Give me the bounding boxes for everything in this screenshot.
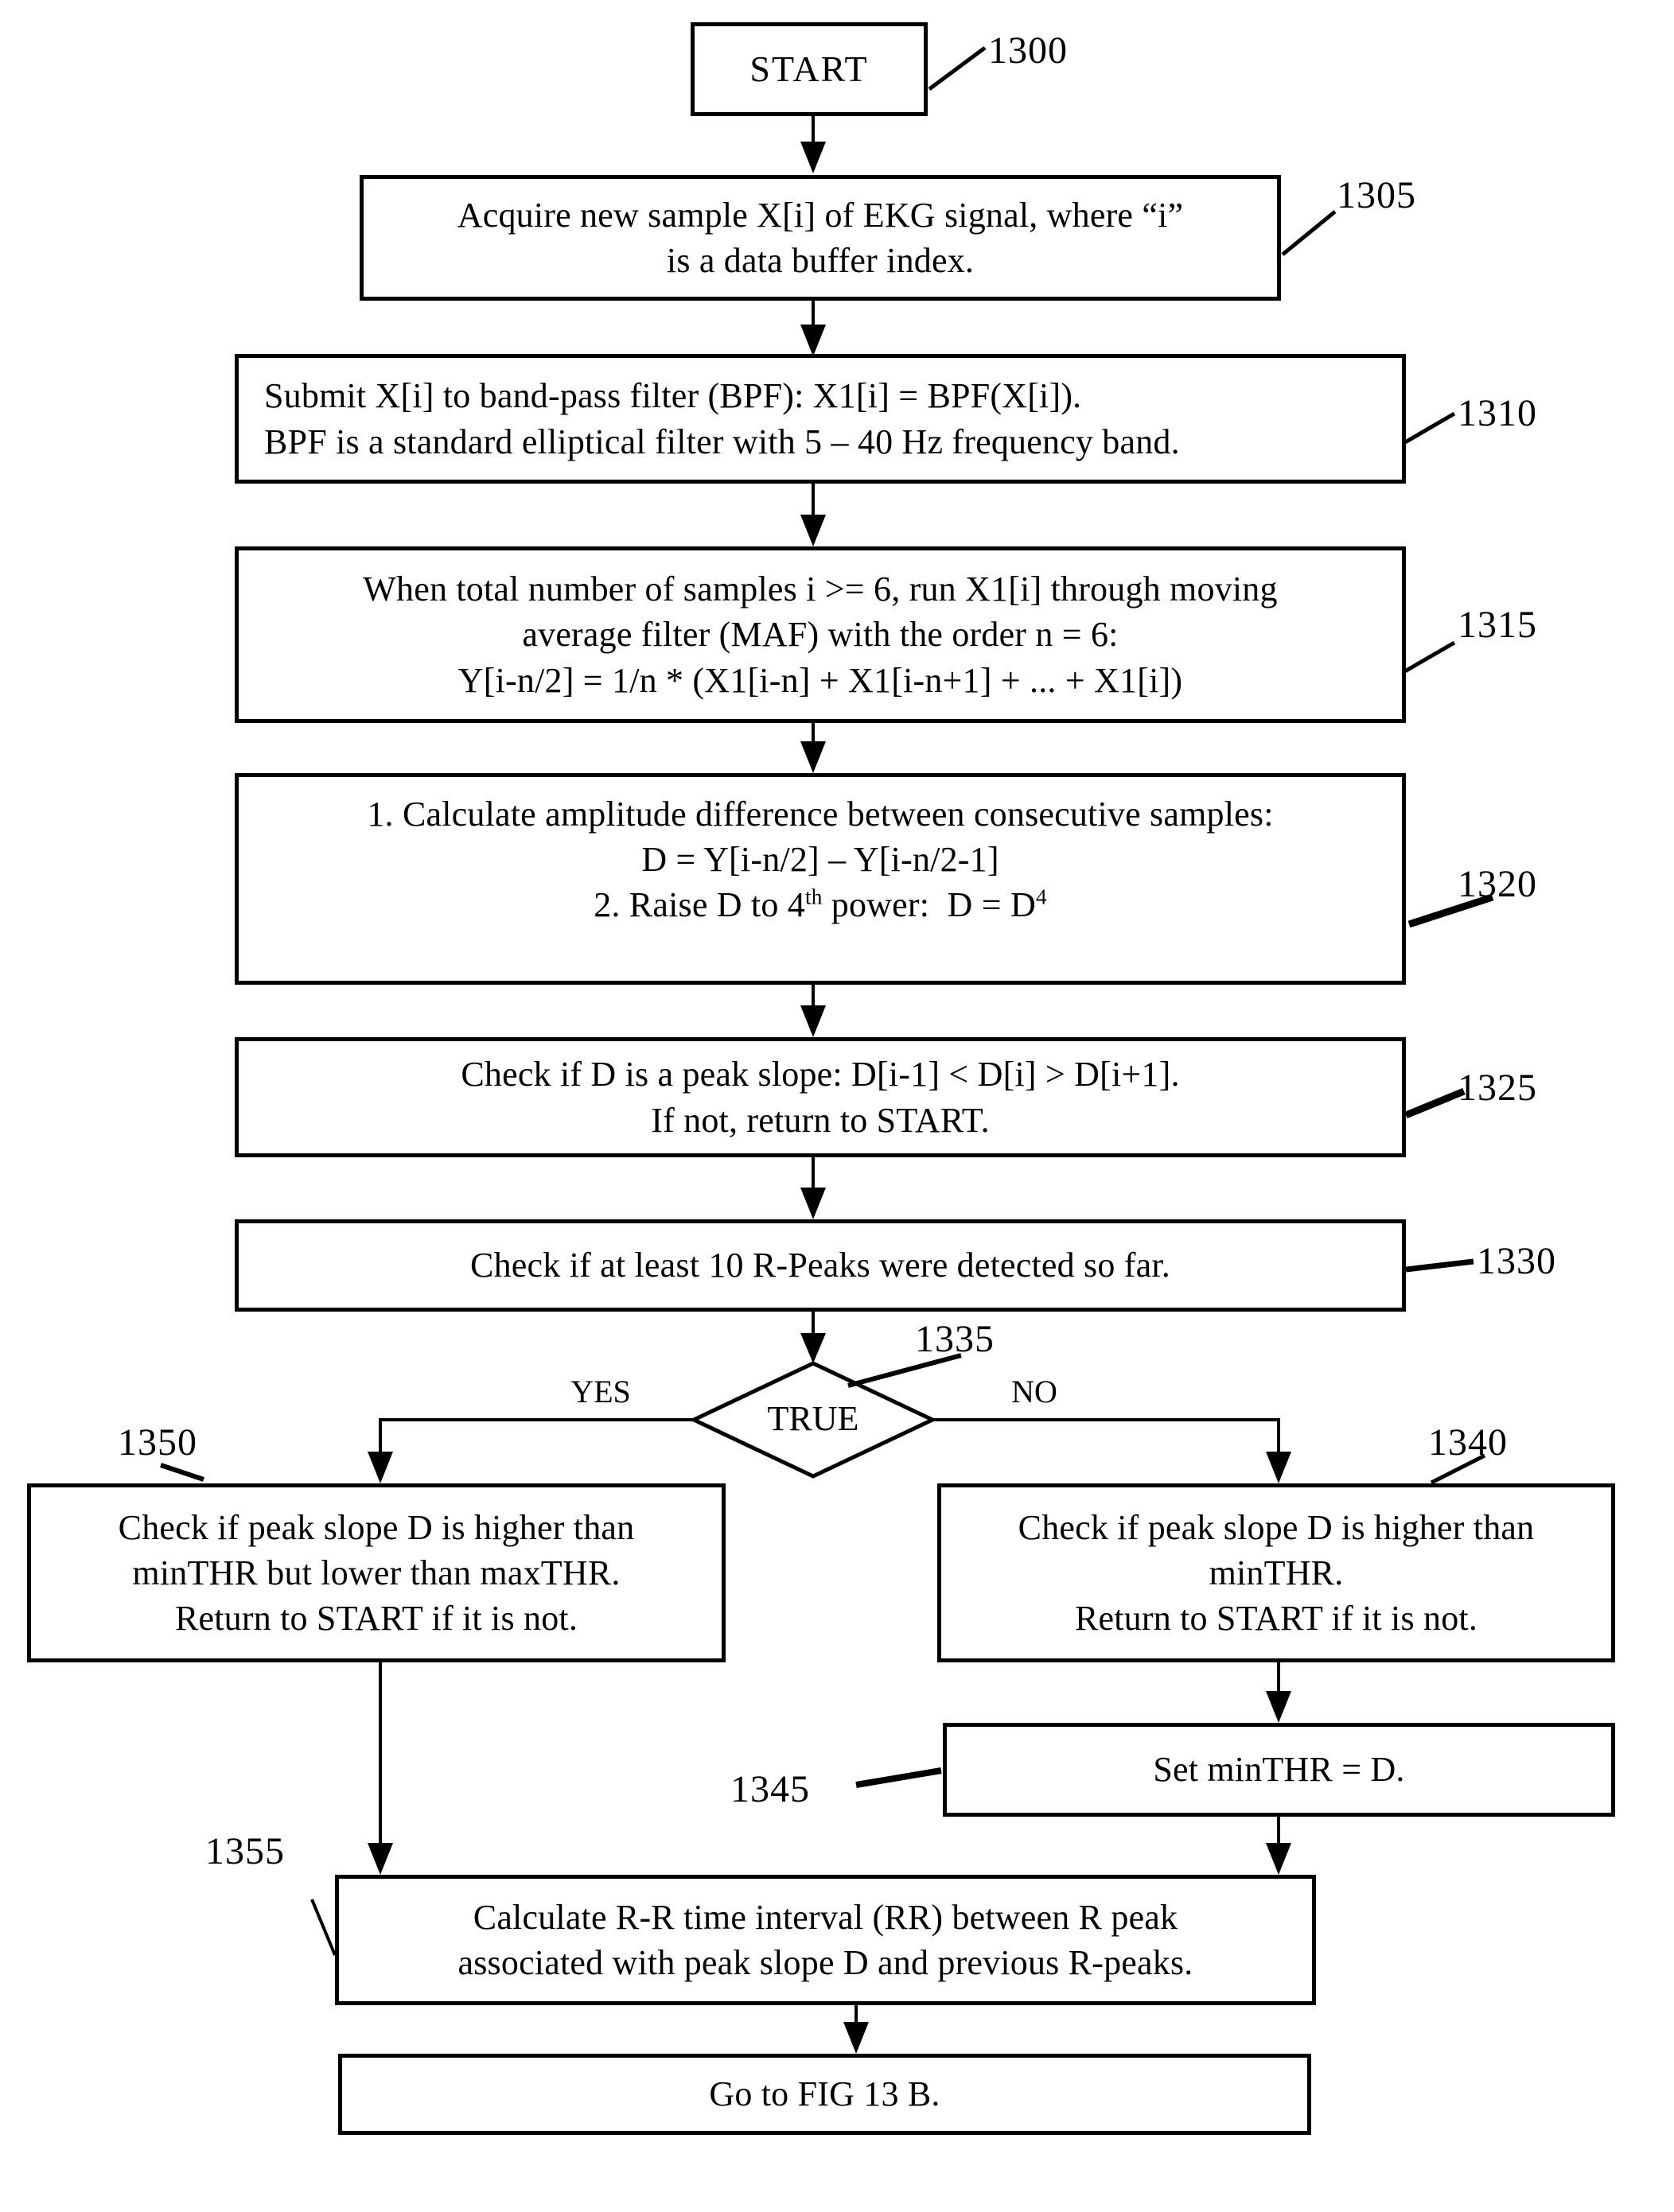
box-line: Check if peak slope D is higher than — [1018, 1507, 1535, 1547]
box-line: Return to START if it is not. — [1074, 1599, 1478, 1639]
raise-d-mid: power: D = D — [822, 885, 1036, 925]
raise-d-sup-4: 4 — [1035, 884, 1047, 909]
ref-label-1315: 1315 — [1458, 604, 1537, 646]
flow-box-bandpass-filter — [235, 354, 1406, 484]
box-line: associated with peak slope D and previous R-peaks. — [457, 1943, 1193, 1982]
ref-label-1305: 1305 — [1337, 174, 1416, 216]
flow-box-check-minthr — [937, 1483, 1615, 1662]
leader-1300 — [929, 48, 985, 89]
raise-d-prefix: 2. Raise D to 4 — [594, 885, 805, 925]
branch-label-no: NO — [1011, 1374, 1057, 1409]
box-line: Check if D is a peak slope: D[i-1] < D[i] > D[i+1]. — [461, 1055, 1180, 1094]
ref-label-1350: 1350 — [118, 1421, 197, 1464]
leader-1355 — [312, 1899, 335, 1955]
box-line: Check if peak slope D is higher than — [118, 1507, 635, 1547]
leader-1330 — [1406, 1262, 1474, 1269]
flow-box-ten-rpeaks-check — [235, 1219, 1406, 1312]
branch-label-yes: YES — [570, 1374, 631, 1409]
box-line: minTHR. — [1209, 1553, 1344, 1592]
leader-1350 — [161, 1465, 204, 1479]
box-line: average filter (MAF) with the order n = 6: — [522, 615, 1119, 655]
flow-box-rr-interval — [335, 1875, 1316, 2005]
decision-true-label: TRUE — [767, 1399, 859, 1438]
box-line-with-superscripts — [594, 882, 1047, 927]
arrowhead-into-checkmin — [1266, 1452, 1291, 1483]
arrowhead-into-goto — [843, 2022, 869, 2054]
leader-1325 — [1406, 1091, 1464, 1115]
connector-decision-no — [932, 1420, 1279, 1453]
arrowhead-into-peakslope — [800, 1005, 826, 1037]
box-line: Acquire new sample X[i] of EKG signal, where “i” — [457, 195, 1184, 235]
box-line: Return to START if it is not. — [174, 1599, 578, 1639]
flow-box-goto-fig13b — [338, 2054, 1311, 2135]
ref-label-1325: 1325 — [1458, 1067, 1537, 1109]
flow-box-check-minthr-maxthr — [27, 1483, 726, 1662]
flow-box-acquire-sample — [360, 175, 1281, 301]
ref-label-1345: 1345 — [730, 1768, 810, 1810]
start-label: START — [749, 49, 869, 90]
ref-label-1320: 1320 — [1458, 863, 1537, 905]
arrowhead-into-rr-right — [1266, 1843, 1291, 1875]
box-line: minTHR but lower than maxTHR. — [132, 1553, 621, 1592]
box-line: Set minTHR = D. — [1153, 1750, 1405, 1790]
arrowhead-into-maf — [800, 515, 826, 546]
flow-box-set-minthr — [943, 1723, 1615, 1817]
leader-lines — [161, 48, 1493, 1955]
ref-label-1335: 1335 — [915, 1318, 995, 1360]
box-line: Go to FIG 13 B. — [709, 2074, 940, 2114]
arrowhead-into-decision — [800, 1333, 826, 1363]
flow-box-start — [691, 22, 928, 116]
arrowhead-into-deriv — [800, 741, 826, 773]
leader-1345 — [856, 1771, 941, 1785]
arrowhead-into-checkminmax — [368, 1452, 393, 1483]
arrowhead-into-tenpeaks — [800, 1188, 826, 1219]
flow-box-peak-slope-check — [235, 1037, 1406, 1157]
box-line: BPF is a standard elliptical filter with 5 – 40 Hz frequency band. — [264, 422, 1180, 461]
arrowhead-into-rr-left — [368, 1843, 393, 1875]
ref-label-1300: 1300 — [988, 29, 1068, 72]
connector-decision-yes — [380, 1420, 694, 1453]
box-line: Submit X[i] to band-pass filter (BPF): X1[i] = BPF(X[i]). — [264, 376, 1082, 416]
box-line: D = Y[i-n/2] – Y[i-n/2-1] — [641, 840, 999, 880]
box-line: Check if at least 10 R-Peaks were detected so far. — [470, 1246, 1170, 1285]
ref-label-1330: 1330 — [1477, 1240, 1556, 1282]
flow-box-amplitude-difference — [235, 773, 1406, 985]
arrowhead-into-acquire — [800, 142, 826, 173]
ref-label-1310: 1310 — [1458, 392, 1537, 434]
leader-1305 — [1283, 212, 1335, 255]
ref-label-1340: 1340 — [1428, 1421, 1508, 1464]
flow-box-moving-average-filter — [235, 546, 1406, 723]
arrowhead-into-setminthr — [1266, 1691, 1291, 1723]
box-line: When total number of samples i >= 6, run X1[i] through moving — [363, 570, 1278, 609]
box-line: Calculate R-R time interval (RR) between R peak — [473, 1897, 1178, 1937]
ref-label-1355: 1355 — [205, 1830, 285, 1872]
box-line: 1. Calculate amplitude difference between consecutive samples: — [367, 795, 1274, 834]
box-line: is a data buffer index. — [666, 241, 975, 280]
box-line: Y[i-n/2] = 1/n * (X1[i-n] + X1[i-n+1] + ... + X1[i]) — [457, 660, 1183, 700]
raise-d-sup-th: th — [804, 884, 823, 909]
arrowhead-into-bpf — [800, 325, 826, 356]
box-line: If not, return to START. — [651, 1100, 990, 1140]
